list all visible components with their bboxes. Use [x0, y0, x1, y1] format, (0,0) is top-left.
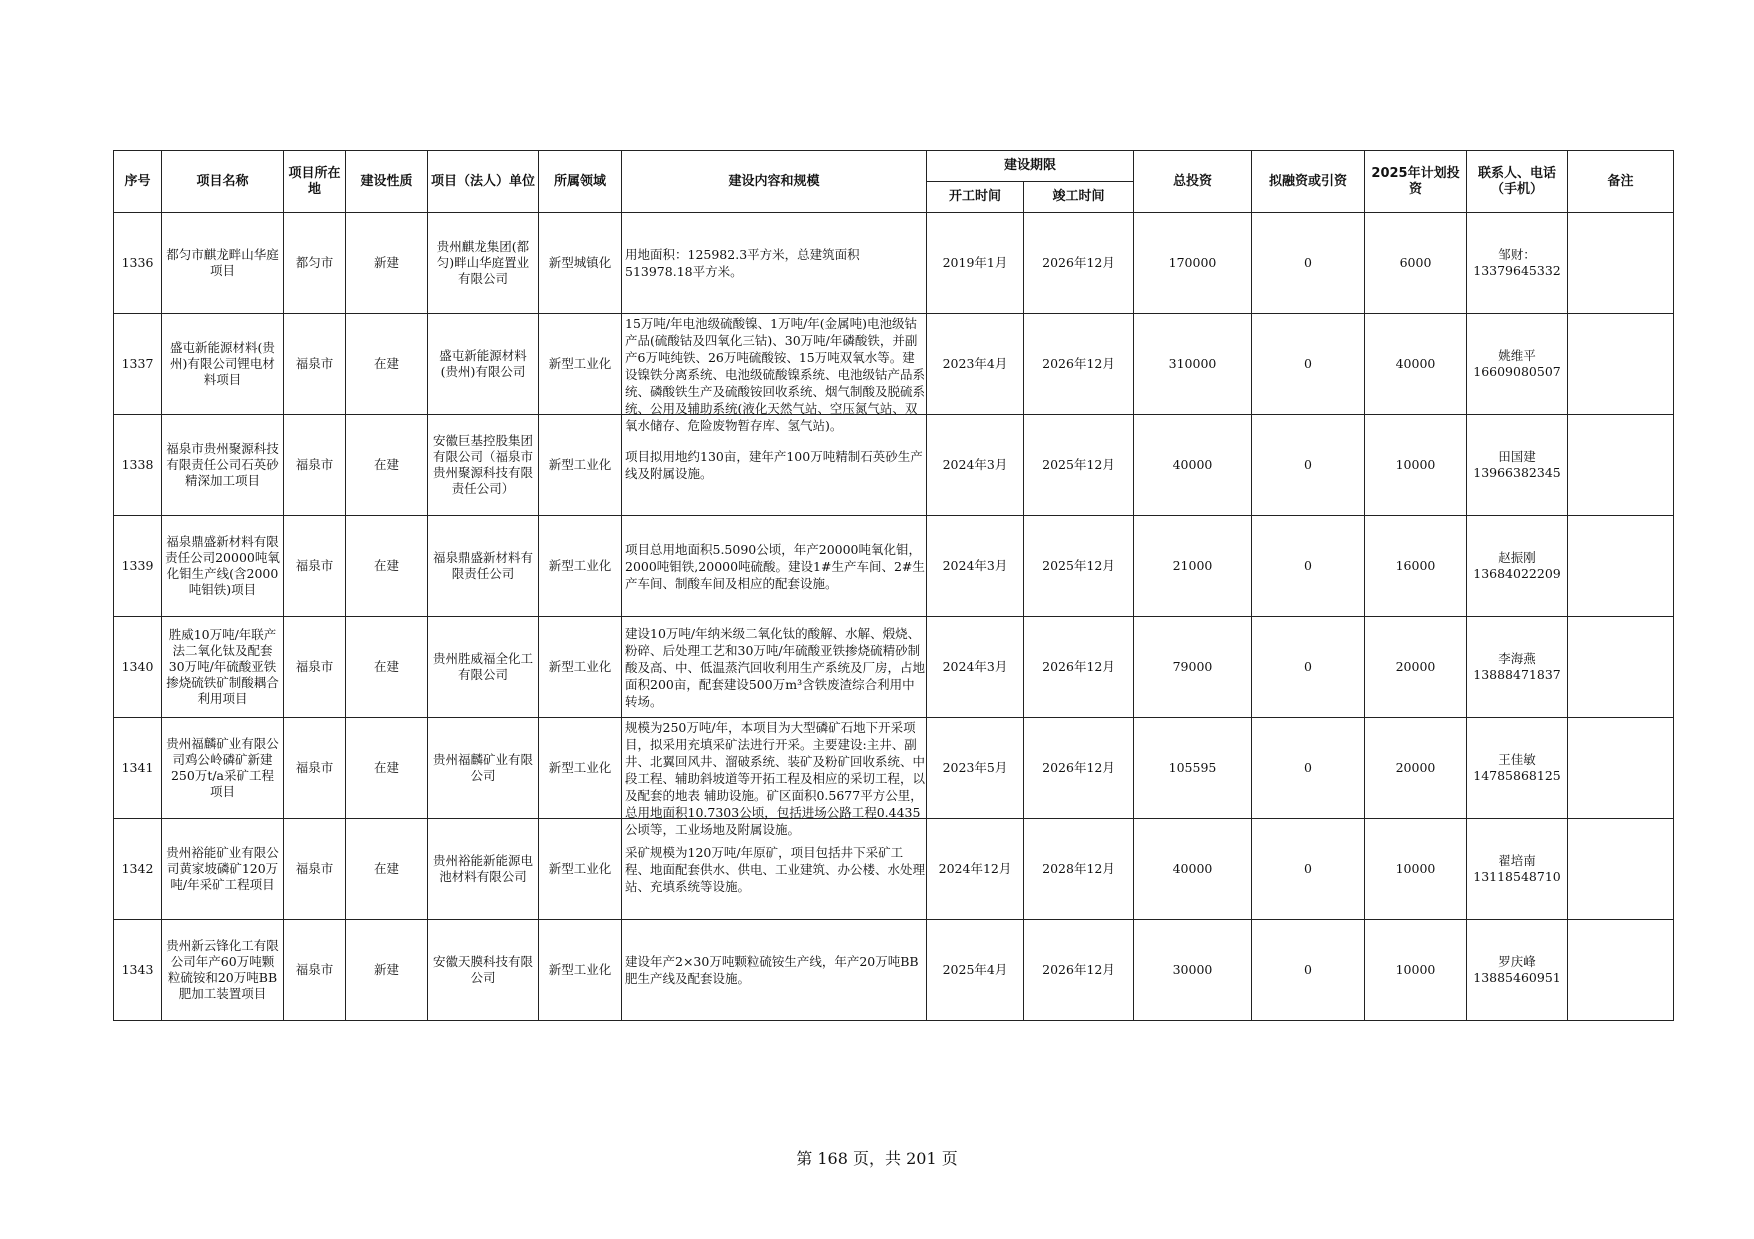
- cell-end: 2026年12月: [1024, 718, 1134, 819]
- header-nature: 建设性质: [346, 151, 428, 213]
- header-contact: 联系人、电话（手机）: [1467, 151, 1568, 213]
- cell-start: 2024年12月: [927, 819, 1024, 920]
- cell-remark: [1568, 920, 1674, 1021]
- cell-name: 贵州新云锋化工有限公司年产60万吨颗粒硫铵和20万吨BB肥加工装置项目: [162, 920, 284, 1021]
- cell-remark: [1568, 617, 1674, 718]
- header-location: 项目所在地: [284, 151, 346, 213]
- cell-content: [622, 718, 927, 837]
- cell-total: 105595: [1134, 718, 1252, 819]
- cell-owner: 安徽巨基控股集团有限公司（福泉市贵州聚源科技有限责任公司）: [428, 415, 539, 516]
- cell-contact: [1467, 920, 1568, 1021]
- cell-owner: 贵州麒龙集团(都匀)畔山华庭置业有限公司: [428, 213, 539, 314]
- cell-plan2025: 20000: [1365, 617, 1467, 718]
- header-financing: 拟融资或引资: [1252, 151, 1365, 213]
- cell-end: 2026年12月: [1024, 314, 1134, 415]
- cell-field: 新型工业化: [539, 516, 622, 617]
- cell-content: [622, 617, 927, 718]
- content-text: 采矿规模为120万吨/年原矿，项目包括井下采矿工程、地面配套供水、供电、工业建筑、办公楼、水处理站、充填系统等设施。: [625, 844, 926, 894]
- cell-name: 贵州裕能矿业有限公司黄家坡磷矿120万吨/年采矿工程项目: [162, 819, 284, 920]
- cell-owner: 贵州裕能新能源电池材料有限公司: [428, 819, 539, 920]
- cell-seq: 1342: [114, 819, 162, 920]
- cell-owner: 安徽天膜科技有限公司: [428, 920, 539, 1021]
- contact-phone: 13684022209: [1473, 566, 1561, 581]
- contact-phone: 16609080507: [1473, 364, 1561, 379]
- table-row: [114, 516, 1674, 617]
- contact-phone: 13885460951: [1473, 970, 1561, 985]
- header-start: 开工时间: [927, 182, 1024, 213]
- cell-field: 新型工业化: [539, 920, 622, 1021]
- cell-contact: [1467, 819, 1568, 920]
- cell-location: 都匀市: [284, 213, 346, 314]
- cell-contact: [1467, 314, 1568, 415]
- table-row: [114, 617, 1674, 718]
- cell-plan2025: 20000: [1365, 718, 1467, 819]
- cell-financing: 0: [1252, 415, 1365, 516]
- content-text: 项目总用地面积5.5090公顷，年产20000吨氧化钼，2000吨钼铁,20000吨硫酸。建设1#生产车间、2#生产车间、制酸车间及相应的配套设施。: [625, 541, 925, 591]
- cell-start: 2024年3月: [927, 617, 1024, 718]
- cell-seq: 1343: [114, 920, 162, 1021]
- cell-remark: [1568, 213, 1674, 314]
- cell-field: 新型工业化: [539, 314, 622, 415]
- cell-start: 2019年1月: [927, 213, 1024, 314]
- cell-field: 新型工业化: [539, 617, 622, 718]
- cell-name: 贵州福麟矿业有限公司鸡公岭磷矿新建250万t/a采矿工程项目: [162, 718, 284, 819]
- cell-plan2025: 40000: [1365, 314, 1467, 415]
- cell-location: 福泉市: [284, 415, 346, 516]
- cell-content: [622, 516, 927, 617]
- header-row-1: [114, 151, 1674, 182]
- cell-seq: 1339: [114, 516, 162, 617]
- table-row: [114, 718, 1674, 819]
- cell-start: 2024年3月: [927, 516, 1024, 617]
- cell-contact: [1467, 415, 1568, 516]
- cell-nature: 在建: [346, 718, 428, 819]
- cell-financing: 0: [1252, 920, 1365, 1021]
- contact-name: 田国建: [1498, 449, 1536, 464]
- cell-content: [622, 213, 927, 314]
- cell-end: 2026年12月: [1024, 920, 1134, 1021]
- cell-owner: 贵州福麟矿业有限公司: [428, 718, 539, 819]
- cell-plan2025: 6000: [1365, 213, 1467, 314]
- cell-location: 福泉市: [284, 314, 346, 415]
- contact-name: 赵振刚: [1498, 550, 1536, 565]
- header-seq: 序号: [114, 151, 162, 213]
- cell-owner: 盛屯新能源材料(贵州)有限公司: [428, 314, 539, 415]
- header-content: 建设内容和规模: [622, 151, 927, 213]
- cell-name: 盛屯新能源材料(贵州)有限公司锂电材料项目: [162, 314, 284, 415]
- header-period: 建设期限: [927, 151, 1134, 182]
- cell-total: 310000: [1134, 314, 1252, 415]
- contact-phone: 13379645332: [1473, 263, 1561, 278]
- cell-end: 2028年12月: [1024, 819, 1134, 920]
- cell-content: [622, 920, 927, 1021]
- cell-nature: 新建: [346, 920, 428, 1021]
- contact-phone: 13888471837: [1473, 667, 1561, 682]
- cell-location: 福泉市: [284, 718, 346, 819]
- cell-start: 2024年3月: [927, 415, 1024, 516]
- cell-remark: [1568, 516, 1674, 617]
- cell-plan2025: 16000: [1365, 516, 1467, 617]
- contact-phone: 13118548710: [1473, 869, 1561, 884]
- table-row: [114, 314, 1674, 415]
- cell-financing: 0: [1252, 718, 1365, 819]
- header-remark: 备注: [1568, 151, 1674, 213]
- cell-start: 2023年4月: [927, 314, 1024, 415]
- contact-name: 邹财：: [1498, 247, 1536, 262]
- contact-name: 姚维平: [1498, 348, 1536, 363]
- cell-total: 40000: [1134, 415, 1252, 516]
- contact-name: 李海燕: [1498, 651, 1536, 666]
- header-total: 总投资: [1134, 151, 1252, 213]
- cell-name: 福泉市贵州聚源科技有限责任公司石英砂精深加工项目: [162, 415, 284, 516]
- cell-field: 新型工业化: [539, 718, 622, 819]
- cell-remark: [1568, 314, 1674, 415]
- header-owner: 项目（法人）单位: [428, 151, 539, 213]
- cell-contact: [1467, 617, 1568, 718]
- cell-end: 2025年12月: [1024, 415, 1134, 516]
- header-field: 所属领域: [539, 151, 622, 213]
- cell-total: 21000: [1134, 516, 1252, 617]
- cell-plan2025: 10000: [1365, 819, 1467, 920]
- cell-owner: 福泉鼎盛新材料有限责任公司: [428, 516, 539, 617]
- cell-field: 新型工业化: [539, 819, 622, 920]
- cell-seq: 1340: [114, 617, 162, 718]
- cell-location: 福泉市: [284, 516, 346, 617]
- content-text: 建设10万吨/年纳米级二氧化钛的酸解、水解、煅烧、粉碎、后处理工艺和30万吨/年硫酸亚铁掺烧硫精砂制酸及高、中、低温蒸汽回收利用生产系统及厂房，占地面积200亩，配套建设500万m³含铁废渣综合利用中转场。: [625, 625, 926, 709]
- cell-nature: 在建: [346, 516, 428, 617]
- cell-name: 都匀市麒龙畔山华庭项目: [162, 213, 284, 314]
- content-text: 建设年产2×30万吨颗粒硫铵生产线，年产20万吨BB肥生产线及配套设施。: [625, 954, 919, 986]
- content-text: 规模为250万吨/年，本项目为大型磷矿石地下开采项目，拟采用充填采矿法进行开采。主要建设:主井、副井、北翼回风井、溜破系统、装矿及粉矿回收系统、中段工程、辅助斜坡道等开拓工程及相应的采切工程，以及配套的地表 辅助设施。矿区面积0.5677平方公里，总用地面积10.7303公顷，包括进场公路工程0.4435公顷等，工业场地及附属设施。: [625, 720, 926, 837]
- header-name: 项目名称: [162, 151, 284, 213]
- cell-start: 2023年5月: [927, 718, 1024, 819]
- cell-nature: 在建: [346, 617, 428, 718]
- content-text: 15万吨/年电池级硫酸镍、1万吨/年(金属吨)电池级钴产品(硫酸钴及四氧化三钴)、30万吨/年磷酸铁，并副产6万吨纯铁、26万吨硫酸铵、15万吨双氧水等。建设镍铁分离系统、电池级硫酸镍系统、电池级钴产品系统、磷酸铁生产及硫酸铵回收系统、烟气制酸及脱硫系统、公用及辅助系统(液化天然气站、空压氮气站、双氧水储存、危险废物暂存库、氢气站)。: [625, 316, 926, 433]
- cell-seq: 1337: [114, 314, 162, 415]
- cell-name: 胜威10万吨/年联产法二氧化钛及配套30万吨/年硫酸亚铁掺烧硫铁矿制酸耦合利用项目: [162, 617, 284, 718]
- content-text: 用地面积：125982.3平方米，总建筑面积513978.18平方米。: [625, 247, 860, 279]
- cell-nature: 在建: [346, 819, 428, 920]
- cell-end: 2025年12月: [1024, 516, 1134, 617]
- cell-content: [622, 314, 927, 433]
- cell-remark: [1568, 718, 1674, 819]
- cell-seq: 1341: [114, 718, 162, 819]
- cell-end: 2026年12月: [1024, 617, 1134, 718]
- cell-financing: 0: [1252, 516, 1365, 617]
- cell-remark: [1568, 415, 1674, 516]
- cell-name: 福泉鼎盛新材料有限责任公司20000吨氧化钼生产线(含2000吨钼铁)项目: [162, 516, 284, 617]
- cell-nature: 在建: [346, 314, 428, 415]
- cell-total: 30000: [1134, 920, 1252, 1021]
- cell-seq: 1338: [114, 415, 162, 516]
- cell-owner: 贵州胜威福全化工有限公司: [428, 617, 539, 718]
- cell-location: 福泉市: [284, 819, 346, 920]
- header-end: 竣工时间: [1024, 182, 1134, 213]
- table-row: [114, 213, 1674, 314]
- cell-plan2025: 10000: [1365, 415, 1467, 516]
- cell-nature: 新建: [346, 213, 428, 314]
- table-row: [114, 415, 1674, 516]
- page-footer: 第 168 页，共 201 页: [796, 1149, 958, 1168]
- cell-location: 福泉市: [284, 617, 346, 718]
- header-plan2025: 2025年计划投资: [1365, 151, 1467, 213]
- cell-seq: 1336: [114, 213, 162, 314]
- project-table: [113, 150, 1674, 1021]
- content-text: 项目拟用地约130亩，建年产100万吨精制石英砂生产线及附属设施。: [625, 449, 923, 481]
- cell-contact: [1467, 213, 1568, 314]
- table-row: [114, 920, 1674, 1021]
- cell-contact: [1467, 718, 1568, 819]
- contact-phone: 14785868125: [1473, 768, 1561, 783]
- cell-financing: 0: [1252, 213, 1365, 314]
- cell-start: 2025年4月: [927, 920, 1024, 1021]
- cell-contact: [1467, 516, 1568, 617]
- contact-name: 王佳敏: [1498, 752, 1536, 767]
- cell-financing: 0: [1252, 819, 1365, 920]
- table-row: [114, 819, 1674, 920]
- cell-nature: 在建: [346, 415, 428, 516]
- cell-remark: [1568, 819, 1674, 920]
- cell-field: 新型工业化: [539, 415, 622, 516]
- cell-financing: 0: [1252, 617, 1365, 718]
- cell-field: 新型城镇化: [539, 213, 622, 314]
- contact-phone: 13966382345: [1473, 465, 1561, 480]
- cell-total: 40000: [1134, 819, 1252, 920]
- cell-total: 170000: [1134, 213, 1252, 314]
- cell-plan2025: 10000: [1365, 920, 1467, 1021]
- contact-name: 翟培南: [1498, 853, 1536, 868]
- cell-financing: 0: [1252, 314, 1365, 415]
- contact-name: 罗庆峰: [1498, 954, 1536, 969]
- cell-total: 79000: [1134, 617, 1252, 718]
- cell-end: 2026年12月: [1024, 213, 1134, 314]
- cell-location: 福泉市: [284, 920, 346, 1021]
